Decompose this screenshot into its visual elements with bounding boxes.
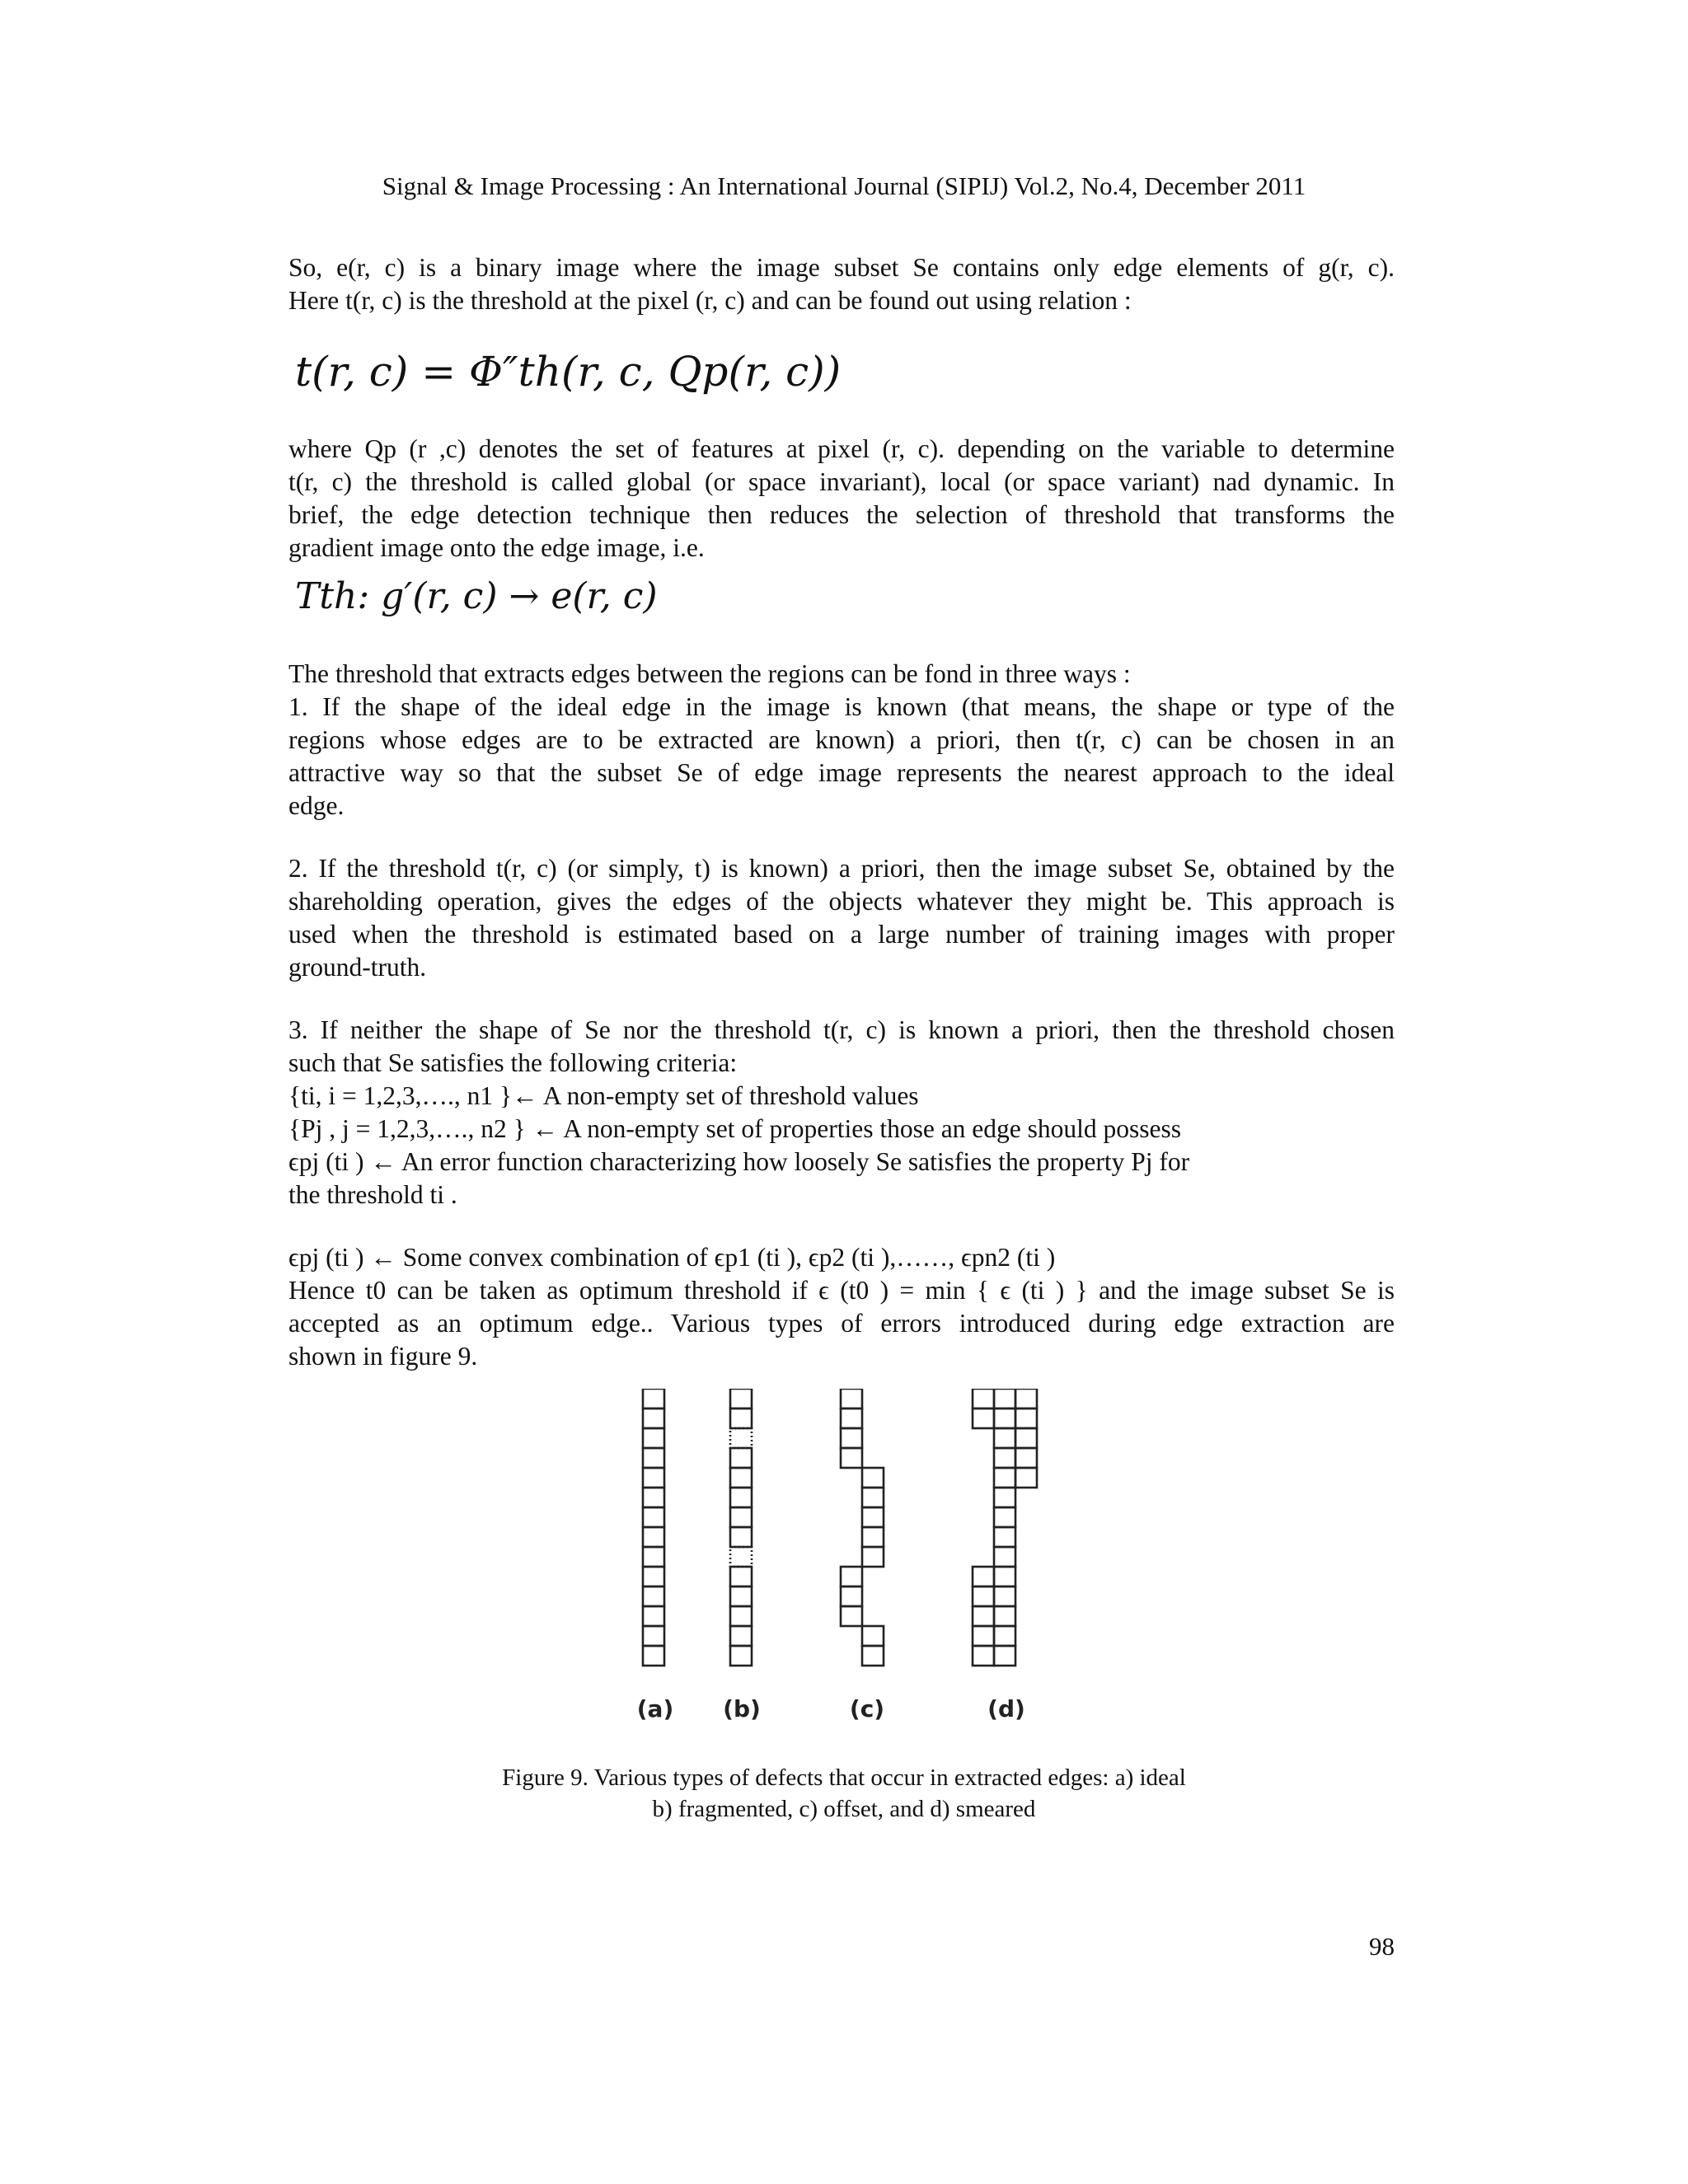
- text-line: the threshold ti .: [288, 1180, 457, 1209]
- paragraph-item-2: [288, 852, 1395, 984]
- text-line: 2. If the threshold t(r, c) (or simply, t) is known) a priori, then the image subset Se, obtained by the: [288, 854, 1395, 883]
- text-line: ϵpj (ti ) ← An error function characterizing how loosely Se satisfies the property Pj for: [288, 1147, 1190, 1176]
- text-line: attractive way so that the subset Se of edge image represents the nearest approach to the ideal: [288, 758, 1395, 787]
- grid-d-smeared: [973, 1389, 1037, 1666]
- text-line: such that Se satisfies the following criteria:: [288, 1048, 738, 1077]
- caption-line: b) fragmented, c) offset, and d) smeared: [652, 1796, 1036, 1822]
- figure-9-edge-defects: [635, 1389, 1080, 1735]
- equation-threshold: [295, 348, 841, 396]
- equation-transform: [295, 575, 658, 617]
- text-line: edge.: [288, 791, 345, 820]
- text-line: 1. If the shape of the ideal edge in the image is known (that means, the shape or type of the: [288, 692, 1395, 721]
- text-line: ground-truth.: [288, 953, 427, 982]
- text-line: shareholding operation, gives the edges of the objects whatever they might be. This approach is: [288, 887, 1395, 916]
- paragraph-optimum: [288, 1241, 1395, 1373]
- text-line: t(r, c) the threshold is called global (or space invariant), local (or space variant) nad dynamic. In: [288, 467, 1395, 496]
- text-line: accepted as an optimum edge.. Various types of errors introduced during edge extraction are: [288, 1309, 1395, 1338]
- paragraph-three-ways: [288, 658, 1395, 823]
- grid-c-offset: [841, 1389, 884, 1666]
- text-line: {ti, i = 1,2,3,…., n1 }← A non-empty set of threshold values: [288, 1081, 919, 1110]
- text-line: 3. If neither the shape of Se nor the threshold t(r, c) is known a priori, then the threshold chosen: [288, 1015, 1395, 1044]
- caption-line: Figure 9. Various types of defects that occur in extracted edges: a) ideal: [502, 1765, 1186, 1791]
- paragraph-intro: [288, 251, 1395, 317]
- grid-b-fragmented: [730, 1389, 752, 1666]
- text-line: {Pj , j = 1,2,3,…., n2 } ← A non-empty set of properties those an edge should possess: [288, 1114, 1182, 1143]
- grid-a-ideal: [643, 1389, 664, 1666]
- equation-text: t(r, c) = Φ″th(r, c, Qp(r, c)): [295, 348, 842, 396]
- text-line: Here t(r, c) is the threshold at the pixel (r, c) and can be found out using relation :: [288, 286, 1132, 315]
- paragraph-item-3: [288, 1014, 1395, 1212]
- equation-text: Tth: g′(r, c) → e(r, c): [295, 575, 658, 617]
- figure-label-b: (b): [723, 1695, 761, 1722]
- paragraph-features: [288, 433, 1395, 565]
- edge-grid-diagram: [635, 1389, 1080, 1735]
- text-line: where Qp (r ,c) denotes the set of features at pixel (r, c). depending on the variable to determine: [288, 434, 1395, 463]
- figure-caption: [0, 1762, 1688, 1825]
- text-line: ϵpj (ti ) ← Some convex combination of ϵp1 (ti ), ϵp2 (ti ),……, ϵpn2 (ti ): [288, 1243, 1056, 1272]
- text-line: shown in figure 9.: [288, 1342, 478, 1371]
- text-line: Hence t0 can be taken as optimum threshold if ϵ (t0 ) = min { ϵ (ti ) } and the image subset Se is: [288, 1276, 1395, 1305]
- text-line: regions whose edges are to be extracted are known) a priori, then t(r, c) can be chosen in an: [288, 725, 1395, 754]
- text-line: brief, the edge detection technique then reduces the selection of threshold that transforms the: [288, 500, 1395, 529]
- page-number: 98: [1369, 1932, 1395, 1961]
- figure-label-a: (a): [636, 1695, 674, 1722]
- text-line: So, e(r, c) is a binary image where the image subset Se contains only edge elements of g(r, c).: [288, 253, 1395, 282]
- text-line: gradient image onto the edge image, i.e.: [288, 533, 705, 562]
- figure-label-c: (c): [849, 1695, 885, 1722]
- text-line: used when the threshold is estimated based on a large number of training images with proper: [288, 920, 1395, 949]
- running-header: Signal & Image Processing : An International Journal (SIPIJ) Vol.2, No.4, December 2011: [382, 171, 1306, 200]
- text-line: The threshold that extracts edges between the regions can be fond in three ways :: [288, 659, 1131, 688]
- figure-label-d: (d): [987, 1695, 1025, 1722]
